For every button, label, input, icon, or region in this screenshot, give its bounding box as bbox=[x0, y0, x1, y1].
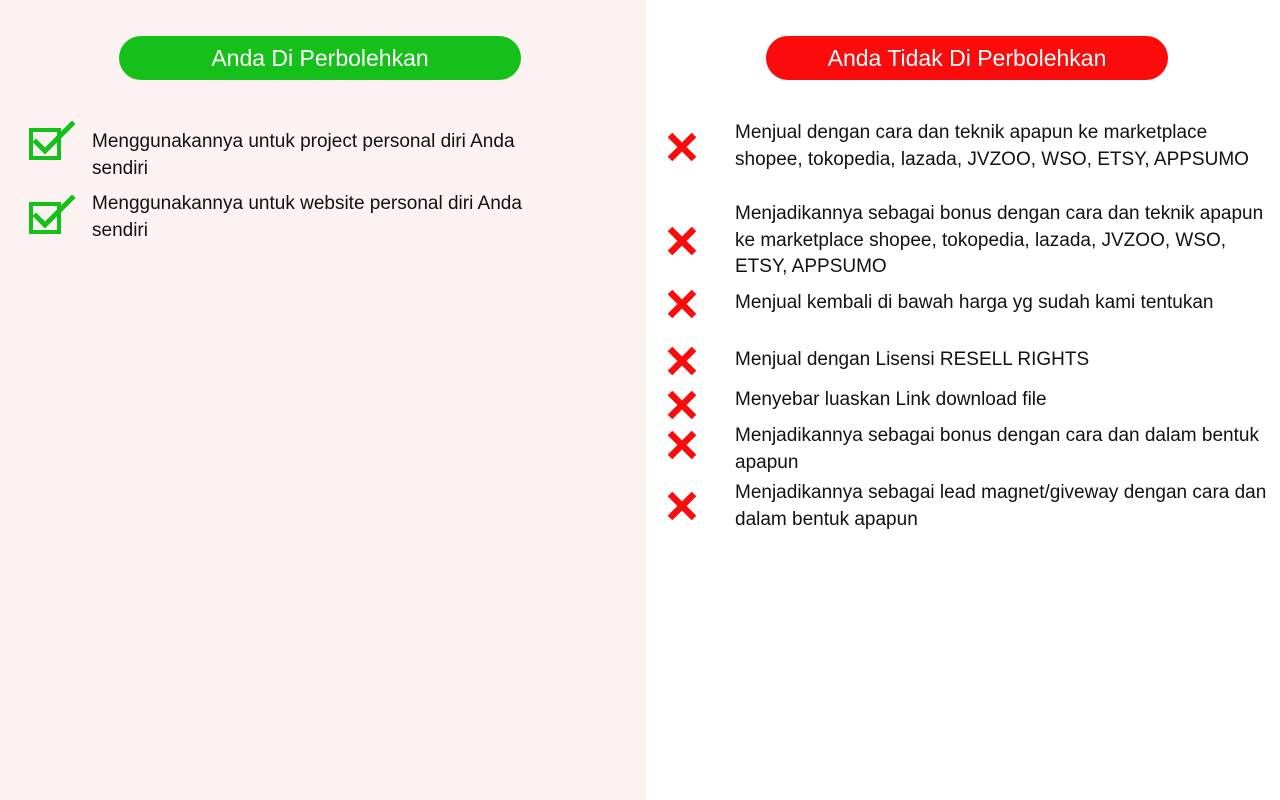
red-x-icon bbox=[666, 429, 698, 461]
allowed-item-text: Menggunakannya untuk website personal diri Anda sendiri bbox=[92, 193, 522, 241]
allowed-item bbox=[28, 191, 588, 245]
not-allowed-item bbox=[666, 480, 1280, 534]
red-x-icon bbox=[666, 389, 698, 421]
not-allowed-item bbox=[666, 387, 1280, 417]
not-allowed-panel bbox=[646, 0, 1280, 800]
check-box-icon bbox=[28, 121, 76, 161]
allowed-heading-badge: Anda Di Perbolehkan bbox=[119, 36, 521, 80]
allowed-item-text: Menggunakannya untuk project personal diri Anda sendiri bbox=[92, 131, 515, 179]
not-allowed-item-text: Menjual dengan cara dan teknik apapun ke marketplace shopee, tokopedia, lazada, JVZOO, WSO, ETSY, APPSUMO bbox=[735, 122, 1249, 170]
red-x-icon bbox=[666, 288, 698, 320]
red-x-icon bbox=[666, 225, 698, 257]
not-allowed-item-text: Menyebar luaskan Link download file bbox=[735, 389, 1047, 410]
not-allowed-item bbox=[666, 423, 1280, 477]
not-allowed-item-text: Menjual dengan Lisensi RESELL RIGHTS bbox=[735, 349, 1090, 370]
allowed-item bbox=[28, 129, 588, 183]
red-x-icon bbox=[666, 345, 698, 377]
not-allowed-item bbox=[666, 290, 1280, 344]
not-allowed-item bbox=[666, 347, 1280, 377]
not-allowed-item-text: Menjadikannya sebagai bonus dengan cara dan teknik apapun ke marketplace shopee, tokopedia, lazada, JVZOO, WSO, ETSY, APPSUMO bbox=[735, 203, 1264, 277]
not-allowed-item bbox=[666, 120, 1280, 200]
not-allowed-item bbox=[666, 201, 1280, 281]
red-x-icon bbox=[666, 131, 698, 163]
check-box-icon bbox=[28, 195, 76, 235]
not-allowed-item-text: Menjadikannya sebagai lead magnet/giveway dengan cara dan dalam bentuk apapun bbox=[735, 482, 1267, 530]
not-allowed-item-text: Menjual kembali di bawah harga yg sudah kami tentukan bbox=[735, 292, 1214, 313]
red-x-icon bbox=[666, 490, 698, 522]
not-allowed-item-text: Menjadikannya sebagai bonus dengan cara dan dalam bentuk apapun bbox=[735, 425, 1259, 473]
not-allowed-heading-badge: Anda Tidak Di Perbolehkan bbox=[766, 36, 1168, 80]
